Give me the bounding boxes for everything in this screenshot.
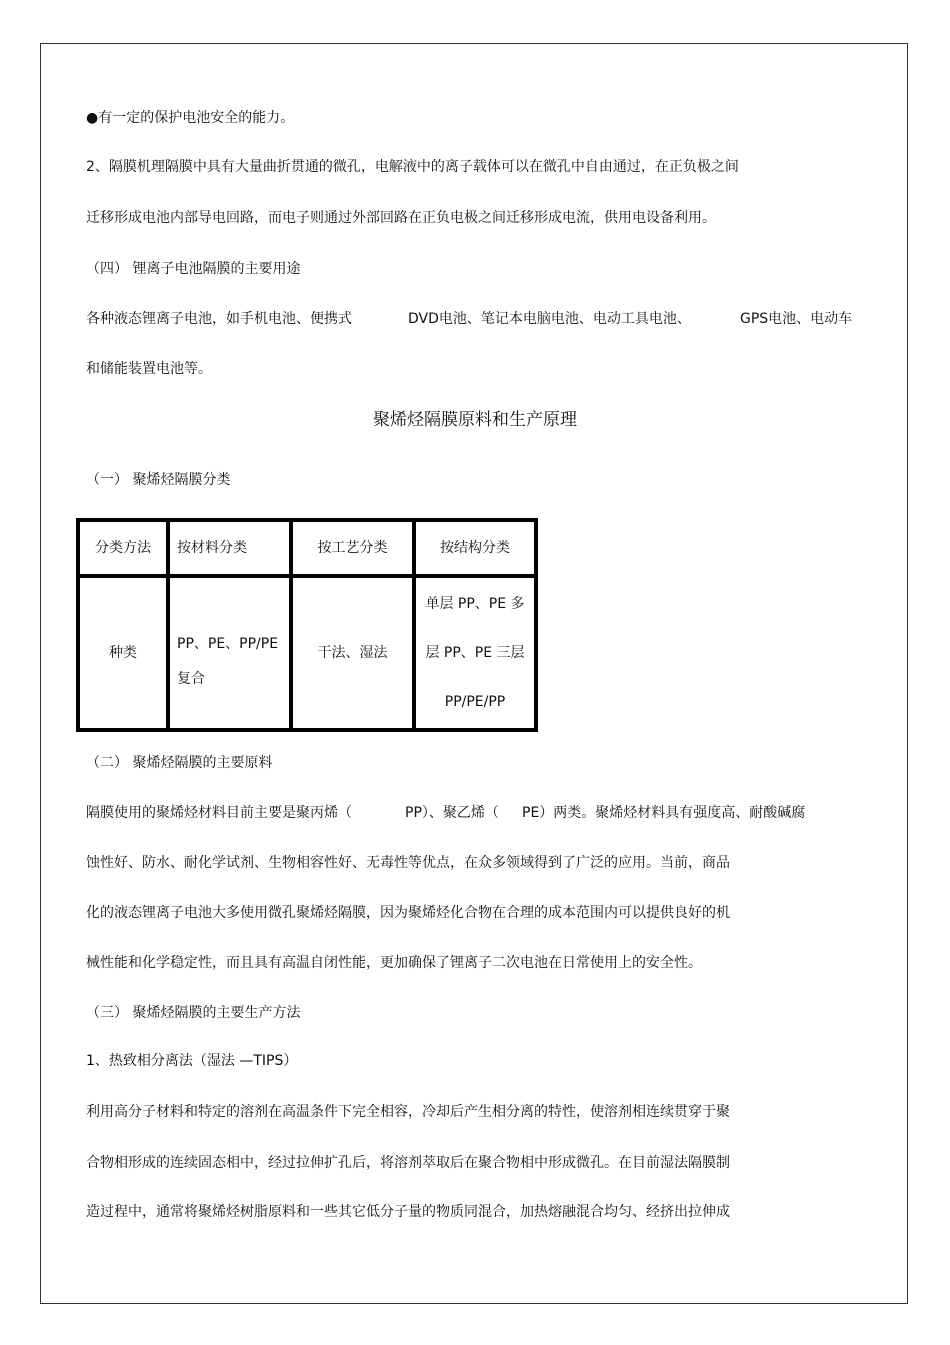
raw-line-1a: 隔膜使用的聚烯烃材料目前主要是聚丙烯（ bbox=[86, 805, 352, 821]
raw-line-1c: PE）两类。聚烯烃材料具有强度高、耐酸碱腐 bbox=[522, 805, 806, 821]
material-line-2: 复合 bbox=[177, 671, 205, 687]
header-method: 分类方法 bbox=[95, 540, 151, 556]
heading-classification: （一） 聚烯烃隔膜分类 bbox=[86, 472, 231, 488]
header-material: 按材料分类 bbox=[177, 540, 247, 556]
table-cell bbox=[293, 578, 416, 728]
heading-usage: （四） 锂离子电池隔膜的主要用途 bbox=[86, 261, 301, 277]
table-row bbox=[80, 578, 534, 728]
bullet-line: ●有一定的保护电池安全的能力。 bbox=[86, 110, 295, 126]
raw-line-4: 械性能和化学稳定性，而且具有高温自闭性能，更加确保了锂离子二次电池在日常使用上的安全性。 bbox=[86, 955, 702, 971]
table-header-row bbox=[80, 522, 534, 578]
classification-table bbox=[76, 518, 538, 732]
heading-raw-materials: （二） 聚烯烃隔膜的主要原料 bbox=[86, 755, 273, 771]
material-line-1: PP、PE、PP/PE bbox=[177, 636, 279, 652]
table-cell bbox=[416, 578, 534, 728]
header-process: 按工艺分类 bbox=[317, 540, 388, 556]
structure-line-1: 单层 PP、PE 多 bbox=[425, 595, 525, 612]
raw-line-1b: PP）、聚乙烯（ bbox=[405, 805, 499, 821]
table-cell bbox=[170, 578, 293, 728]
tips-line-1: 利用高分子材料和特定的溶剂在高温条件下完全相容，冷却后产生相分离的特性，使溶剂相连续贯穿于聚 bbox=[86, 1104, 730, 1120]
structure-line-3: PP/PE/PP bbox=[444, 693, 506, 710]
usage-line-1a: 各种液态锂离子电池，如手机电池、便携式 bbox=[86, 311, 352, 327]
method-tips: 1、热致相分离法（湿法 —TIPS） bbox=[86, 1053, 298, 1069]
table-header-cell bbox=[293, 522, 416, 578]
table-cell bbox=[80, 578, 170, 728]
usage-line-1c: GPS电池、电动车 bbox=[740, 311, 853, 327]
tips-line-3: 造过程中，通常将聚烯烃树脂原料和一些其它低分子量的物质同混合，加热熔融混合均匀、经挤出拉伸成 bbox=[86, 1204, 730, 1220]
process-values: 干法、湿法 bbox=[317, 645, 388, 661]
raw-line-3: 化的液态锂离子电池大多使用微孔聚烯烃隔膜，因为聚烯烃化合物在合理的成本范围内可以提供良好的机 bbox=[86, 905, 730, 921]
header-structure: 按结构分类 bbox=[440, 540, 510, 556]
heading-production: （三） 聚烯烃隔膜的主要生产方法 bbox=[86, 1005, 301, 1021]
tips-line-2: 合物相形成的连续固态相中，经过拉伸扩孔后，将溶剂萃取后在聚合物相中形成微孔。在目前湿法隔膜制 bbox=[86, 1155, 730, 1171]
row-label: 种类 bbox=[109, 645, 137, 661]
mechanism-line-1: 2、隔膜机理隔膜中具有大量曲折贯通的微孔，电解液中的离子载体可以在微孔中自由通过，在正负极之间 bbox=[86, 159, 739, 175]
section-title: 聚烯烃隔膜原料和生产原理 bbox=[373, 410, 577, 430]
mechanism-line-2: 迁移形成电池内部导电回路，而电子则通过外部回路在正负电极之间迁移形成电流，供用电设备利用。 bbox=[86, 210, 716, 226]
structure-line-2: 层 PP、PE 三层 bbox=[425, 644, 525, 661]
usage-line-1b: DVD电池、笔记本电脑电池、电动工具电池、 bbox=[408, 311, 691, 327]
table-header-cell bbox=[170, 522, 293, 578]
table-header-cell bbox=[416, 522, 534, 578]
usage-line-2: 和储能装置电池等。 bbox=[86, 361, 212, 377]
table-header-cell bbox=[80, 522, 170, 578]
raw-line-2: 蚀性好、防水、耐化学试剂、生物相容性好、无毒性等优点，在众多领域得到了广泛的应用。当前，商品 bbox=[86, 855, 730, 871]
